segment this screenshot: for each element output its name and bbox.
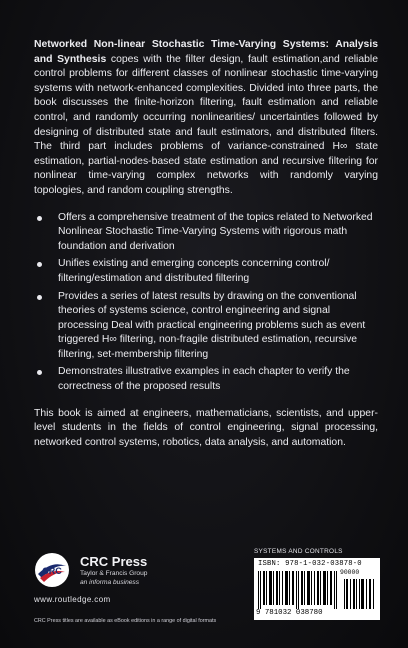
bullet-icon [37, 370, 42, 375]
publisher-url[interactable]: www.routledge.com [34, 595, 111, 604]
list-item: Provides a series of latest results by drawing on the conventional theories of systems science, control engineering and signal processing Deal with practical engineering problems such as event triggered H∞ filtering, non-fragile distributed estimation, recursive filtering, set-membership filtering [34, 290, 378, 363]
subject-category: SYSTEMS AND CONTROLS [254, 548, 343, 555]
book-title: Networked Non-linear Stochastic Time-Varying Systems: Analysis and Synthesis [34, 39, 378, 65]
logo-lettering: CRC [42, 566, 62, 576]
list-item: Offers a comprehensive treatment of the topics related to Networked Nonlinear Stochastic Time-Varying Systems with rigorous math foundation and derivation [34, 211, 378, 255]
publisher-group: Taylor & Francis Group [80, 570, 148, 577]
list-item: Unifies existing and emerging concepts concerning control/ filtering/estimation and distributed filtering [34, 257, 378, 286]
publisher-block [30, 550, 230, 610]
publisher-name: CRC Press [80, 554, 148, 569]
list-item: Demonstrates illustrative examples in each chapter to verify the correctness of the proposed results [34, 365, 378, 394]
cover-text [34, 38, 378, 450]
description-body: copes with the filter design, fault estimation,and reliable control problems for different classes of nonlinear stochastic time-varying systems with network-enhanced complexities. Divided into three parts, the book discusses the finite-horizon filtering, fault estimation and reliable control, and randomly occurring nonlinearities/ uncertainties followed by designing of distributed state and fault estimators, and distributed filters. The third part includes problems of variance-constrained H∞ state estimation, partial-nodes-based state estimation and recursive filtering for nonlinear time-varying complex networks with randomly varying topologies, and random coupling strengths. [34, 53, 378, 196]
bullet-icon [37, 262, 42, 267]
isbn-label: ISBN: 978-1-032-03878-0 [258, 560, 362, 568]
audience-paragraph: This book is aimed at engineers, mathematicians, scientists, and upper-level students in the fields of control engineering, signal processing, networked control systems, robotics, data analysis, and automation. [34, 407, 378, 448]
description [34, 38, 378, 199]
feature-list [34, 211, 378, 395]
publisher-business: an informa business [80, 579, 140, 586]
bullet-icon [37, 295, 42, 300]
barcode-digits: 9 781032 038780 [256, 609, 323, 617]
bullet-icon [37, 216, 42, 221]
addon-barcode-icon [344, 579, 376, 609]
barcode-bars-icon [258, 571, 338, 609]
barcode [254, 558, 380, 620]
ebook-note: CRC Press titles are available as eBook editions in a range of digital formats [34, 618, 217, 624]
crc-press-logo-icon [34, 552, 70, 588]
barcode-addon-digits: 90000 [340, 569, 360, 576]
